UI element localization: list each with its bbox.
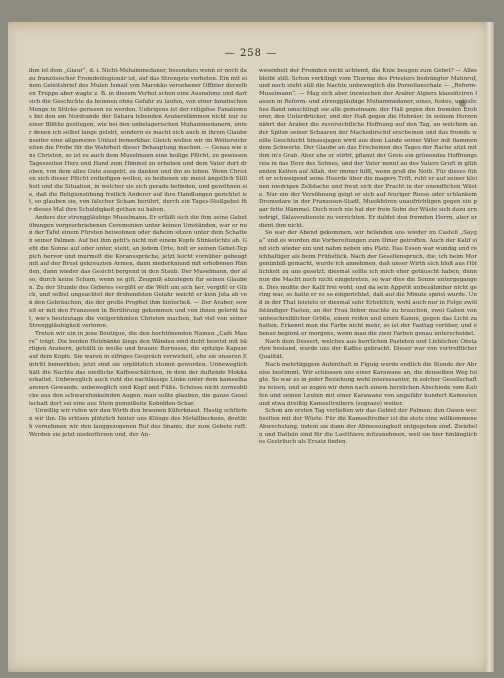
paragraph: Treten wir ein in jene Boutique, die den hochtönenden Namen „Café Maure“ trägt. Die beiden Holzbänke längs den Wänden sind dicht besetzt mit bärtigen Arabern, gehüllt in weiße und braune Burnusse, die spitzige Kapuze auf dem Kopfe. Sie waren in eifriges Gespräch verwickelt, ehe sie unseren Eintritt bemerkten; jetzt sind sie urplötzlich stumm geworden. Unbeweglich hält die Nachte das niedliche Kaffeeschälchen, in dem der duftende Mokka erkaltet. Unbeweglich auch ruht die nachlässige Linke unter dem kameelhaarenen Gewande, unbeweglich sind Kopf und Füße. Schösse nicht zornesblicke aus den schwarzfunkelnden Augen, man sollte glauben, die ganze Gesellschaft dort sei eine aus Stein gemeißelte Kobolden-Schar. (29, 330, 247, 407)
book-page (8, 22, 494, 672)
paragraph: ihm ist dem „Giaur“, d. i. Nicht-Mohammedaner, besonders wenn er noch dazu französischer Fremdenlegionär ist, auf das Strengste verboten. Ein mit einem Geleitsbrief des Mulen Ismail von Marokko versehener Offizier derselben Truppe aber wagte z. B. in diesem Verbot schon eine Ausnahme und darf sich die Geschichte da beinnen ohne Gefahr zu laufen, von einer fanatischen Menge in Stücke gerissen zu werden. Uebrigens ist der religiöse Fanatismus bei den am Nordrande der Sahara lebenden Araberstämmen nicht nur zu einer Blüthe gestiegen, wie bei den unbelagerischen Muhammedanern, unter denen ich selbst lange gelebt, sondern es macht sich auch in ihrem Glaubenseifer eine allgemeine Unlust bemerkbar. Gleich wollen wir im Weitersichreiten die Probe für die Wahrheit dieser Behauptung machen. — Genau wie uns Christen, so ist es auch dem Muselmann eine heilige Pflicht, zu gewissen Tageszeiten Herz und Hand zum Himmel zu erheben und dem Vater dort droben, von dem alles Gute ausgeht, zu danken und ihn zu loben. Wenn Christen sich dieser Pflicht entledigen wollen, so bedienen sie meist ängstlich Stillheit und die Situation, in welcher sie sich gerade befinden, und gewöhnen sie, daß die Religionsübung freilich Anderer auf ihre Handlungen gerichtet ist, so glauben sie, von falscher Scham berührt, durch ein Tages-Stoßgebet für dieses Mal ihre Schuldigkeit gethan zu haben. (29, 68, 247, 214)
page-edge (486, 22, 494, 672)
paragraph: So war der Abend gekommen, wir befanden uns wieder im Castell „Sayga“ und es wurden die Vorbereitungen zum Diner getroffen. Auch der Kalif sind sich wieder ein und nahm neben uns Platz. Das Essen war wundig und reichhaltiger als beim Frühstück. Nach der Gesellenspruch, die, ich beim Morgenimbiß gemacht, wurde ich annehmen, daß unser Wirth sich bloß aus Höflichkeit zu uns gesetzt; diesmal sollte ich mich eher getäuscht haben, denn nun die Macht noch nicht eingetreten, so war dies die Sonne untergegangen. Dies mußte der Kalif frei wohl, und da sein Appetit unbezähmbar nicht gering war, so hatte er es so eingerichtet, daß auf die Minute speist wurde. Und in der That leistete er diesmal sehr Erheblich, wohl auch nur in Folge zwölfstündiger Fasten, an der Frau lieber machte zu brauchen, zwei Gaben von unbeschreiblicher Größe, einen reifen und einen Kanne, gegen das Licht zu halten. Erkennt man die Farbe nicht mehr, so ist der Fasttag vorüber, und ebenso beginnt er morgens, wenn man die zwei Farben genau unterscheidet. (259, 230, 477, 337)
paragraph: Schon am ersten Tag verließen wir das Gebiet der Palmen; den Oasen wechselten mit der Wüste. Für die Kameeltreiber ist die stets eine willkommene Abwechslung, indem sie dann der Abmessungkeit entgegeben sind. Zwiebeln und Datteln sind für die Lastthiere mitzunehmen, weil sie hier hinlängliches Gesträuch als Ersatz finden. (259, 408, 477, 446)
paragraph: Nach mehrtägigem Aufenthalt in Figuig wurde endlich die Stunde der Abreise bestimmt. Wir schlossen uns einer Karawane an, die denselben Weg folgte. So war es in jeder Beziehung wohl interessanter, in solcher Gesellschaft zu reisen, und so zogen wir denn nach einem herzlichen Abschiede vom Kalifen und seinen Leuten mit einer Karawane von ungefähr hundert Kameelen und etwa dreißig Kameeltreibern (sograzo) weiter. (259, 361, 477, 407)
paragraph: Nach dem Dessert, welches aus herrlichen Pasteten und Lieblichen Obstarten bestand, wurde uns der Kaffee gebracht. Dieser war von vortrefflicher Qualität. (259, 338, 477, 361)
paragraph: Unwillig wir rufen wir den Wirth den braunen Küferknaut. Hastig schlürfen wir ihn. Da erlösen plötzlich hinter uns Klänge des Metallbeckens, deutlich vernehmen wir den langgezogenen Ruf des Imams, der zum Gebete ruft. Werden sie jetzt niederfürzen und, der An- (29, 408, 247, 438)
left-column (29, 68, 247, 652)
paragraph: Anders der strenggläubige Muselmann. Er erläßt sich die ihm seine Gebetübungen vorgeschriebenen Ceremonien unter keinen Umständen, war er nun der Tafel einem Fürsten beiwohnen oder daheim sitzen unter dem Schatten seiner Palmen. Auf bei ihm geht's nicht mit einem Kopfe Stinkelichts ab. Geht die Sonne auf oder unter, steht, an jedem Orte, holt er seinen Gebet-Teppich hervor und murmelt die Koranssprüche, jetzt leicht vornüber gebeugt mit auf der Brust gekreuzten Armen, dann niederkniend mit erhobenen Händen, dann wieder das Gesicht bergend in den Staub. Der Muselmann, der also, durch keine Scham, wenn es gilt, Zeugniß abzulegen für seinen Glauben. Zu der Stunde des Gebetes vergißt er die Welt um sich her, vergißt er Glück, und selbst ungeachtet der drohendsten Gefahr weicht er kein Jota ab von den Gebräuchen, die der große Prophet ihm hinterließ. — Der Araber, soweit er mit den Franzosen in Berührung gekommen und von ihnen gelernt hat, wie's heutzutage die vielgerühmten Christen machen, hat viel von seiner Strenggläubigkeit verloren. (29, 214, 247, 330)
right-column (259, 68, 477, 652)
page-number: — 258 — (224, 48, 278, 59)
paragraph: wesenheit der Fremden nicht achtend, die Knie beugen zum Gebet? — Alles bleibt still. Schon verklingt vom Thurme des Priesters bedrängter Mahnruf, und noch steht still die Nachte unbeweglich die Porzellanschale — „Reform-Muselmann“. — Mag sich aber inzwischen der Araber Algiers klassificiren lassen in Reform- und strenggläubige Muhammedaner, eines, festes, unlösliches Band umschlingt sie alle gemeinsam: der Haß gegen den fremden Eroberer, den Unterdrücker, und der Haß gegen die Hebräer. In seinem Herzen nährt der Araber die zuversichtliche Hoffnung auf den Tag, an welchem an der Spitze seiner Schaaren der Machedirschif erscheinen und das fremde weiße Geschlecht hinausjagen wird aus dem Lande seiner Väter mit flammendem Schwerte. Der Glaube an das Erscheinen des Tages der Rache sitzt mit ihm in's Grab. Aber ehe er stirbt, pflanzt der Greis ein grünendes Hoffnungsreis in das Herz des Sohnes, und der Vater nennt an des Vaters Gruft in glühenden Ketten auf Allah, der immer hilft, wenn groß die Noth. Für dieses führt er schweigend seine Heerde über die magere Trift, ruht er auf seiner kleinen niedrigen Zeltdache und freut sich der Pracht in der unendlichen Wüste. Nur ein der Versöhnung geigt er sich auf feuriger Rosse oder schlankem Dromedare in der Franzosen-Stadt, Musikhören unaufrichtigen gegen ein paar fette Hämmel. Doch noch nie hat der freie Sohn der Wüste sich dazu erniedrigt, Sklavendienste zu verrichten. Er duldet den fremden Herrn, aber er dient ihm nicht. (259, 68, 477, 229)
